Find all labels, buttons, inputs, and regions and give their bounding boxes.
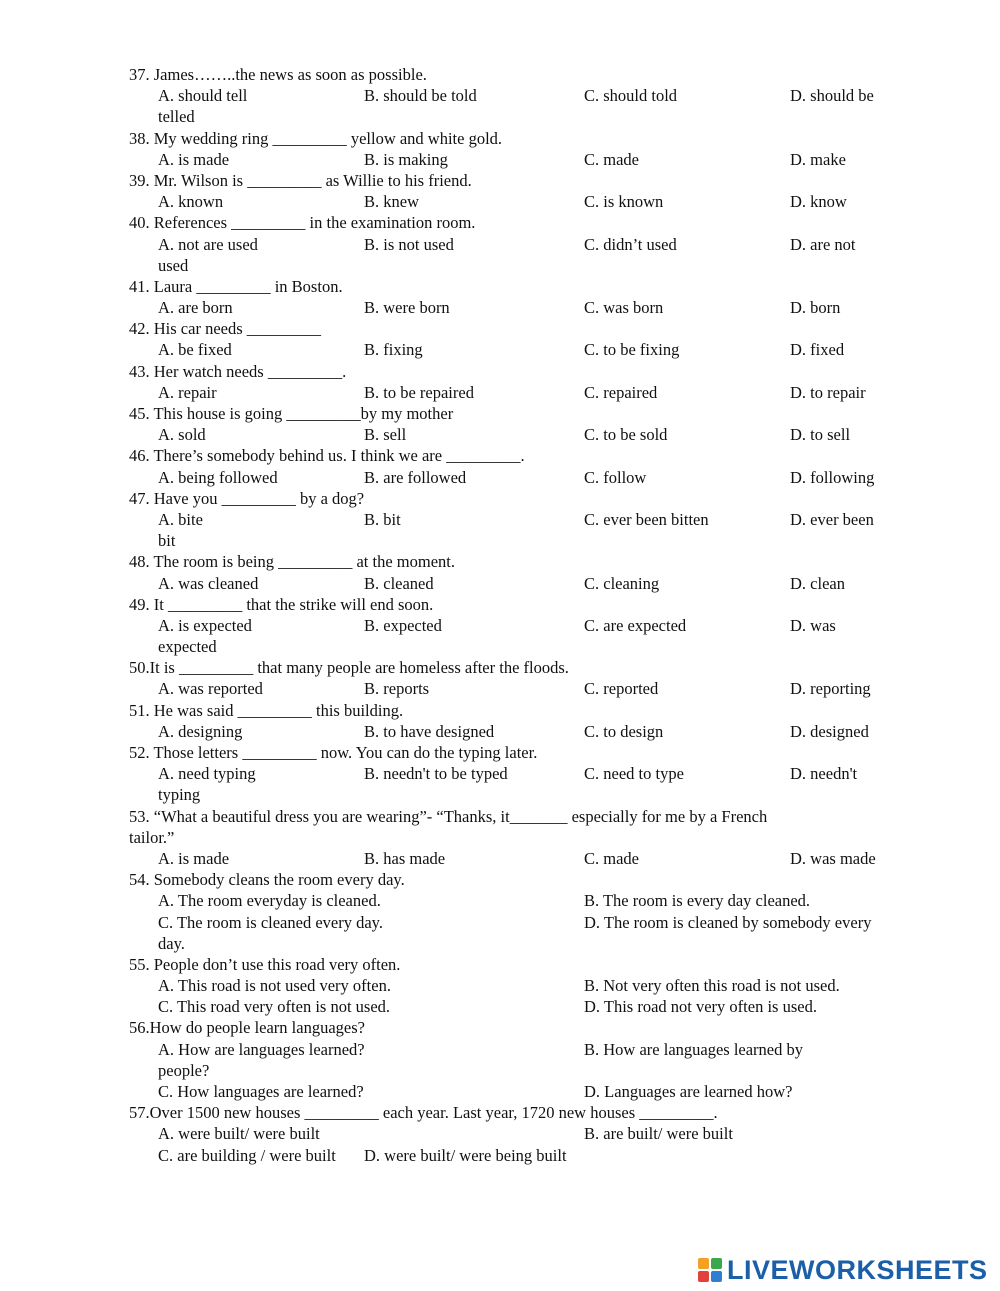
option-d: D. Languages are learned how? [584,1082,793,1101]
option-b: B. expected [364,615,442,635]
option-d: D. to sell [790,425,851,445]
option-b: B. are followed [364,467,467,487]
options-45 [0,424,1000,445]
option-c: C. was born [584,298,664,318]
liveworksheets-logo[interactable] [698,1254,988,1286]
option-a: A. designing [158,721,243,741]
option-a: A. need typing [158,764,256,784]
option-wrap-text: telled [158,107,195,127]
option-wrap [0,530,1000,551]
option-wrap-text: typing [158,785,201,805]
question-39 [0,170,1000,191]
question-text: 48. The room is being _________ at the moment. [129,552,455,572]
question-text: 46. There’s somebody behind us. I think we are _________. [129,446,525,466]
option-wrap-text: day. [158,933,185,953]
question-45 [0,403,1000,424]
options-56-cd [0,1081,1000,1102]
option-c: C. This road very often is not used. [158,997,391,1017]
options-55-ab [0,975,1000,996]
option-d: D. was [790,615,836,635]
question-text: 50.It is _________ that many people are homeless after the floods. [129,658,569,678]
option-c: C. How languages are learned? [158,1082,364,1101]
option-d: D. The room is cleaned by somebody every [584,912,872,932]
question-text: 47. Have you _________ by a dog? [129,488,365,508]
option-b: B. are built/ were built [584,1124,733,1144]
question-37 [0,64,1000,85]
option-d: D. know [790,192,847,212]
question-text: 42. His car needs _________ [129,319,322,339]
option-c: C. should told [584,86,678,106]
logo-tiles-icon [698,1258,722,1282]
option-d: D. needn't [790,764,858,784]
option-a: A. was reported [158,679,263,699]
question-text: 49. It _________ that the strike will end soon. [129,594,434,614]
option-b: B. reports [364,679,430,699]
question-47 [0,488,1000,509]
option-a: A. is made [158,149,230,169]
option-b: B. cleaned [364,573,434,593]
option-b: B. to be repaired [364,382,474,402]
question-46 [0,445,1000,466]
option-b: B. is not used [364,234,454,254]
option-c: C. to design [584,721,664,741]
option-wrap [0,1060,1000,1081]
question-43 [0,361,1000,382]
option-b: B. to have designed [364,721,495,741]
option-a: A. not are used [158,234,258,254]
option-c: C. made [584,149,639,169]
question-text: 57.Over 1500 new houses _________ each year. Last year, 1720 new houses _________. [129,1103,718,1123]
question-53-continued [0,827,1000,848]
option-c: C. didn’t used [584,234,677,254]
option-a: A. is made [158,848,230,868]
options-57-ab [0,1123,1000,1144]
options-51 [0,721,1000,742]
option-c: C. made [584,848,639,868]
option-b: B. bit [364,509,401,529]
option-b: B. fixing [364,340,423,360]
option-a: A. be fixed [158,340,232,360]
option-d: D. This road not very often is used. [584,997,817,1017]
option-a: A. How are languages learned? [158,1039,365,1059]
logo-tile [711,1271,722,1282]
options-55-cd [0,996,1000,1017]
option-wrap [0,784,1000,805]
option-c: C. to be sold [584,425,668,445]
option-d: D. are not [790,234,856,254]
option-d: D. designed [790,721,869,741]
option-wrap-text: bit [158,531,176,551]
option-b: B. How are languages learned by [584,1039,804,1059]
question-text-wrap: tailor.” [129,827,175,847]
option-wrap [0,636,1000,657]
option-wrap-text: people? [158,1060,210,1080]
question-54 [0,869,1000,890]
option-a: A. repair [158,382,217,402]
question-55 [0,954,1000,975]
option-c: C. to be fixing [584,340,680,360]
options-56-ab [0,1039,1000,1060]
option-b: B. knew [364,192,419,212]
options-40 [0,234,1000,255]
logo-tile [698,1258,709,1269]
option-c: C. need to type [584,764,684,784]
option-b: B. The room is every day cleaned. [584,891,811,911]
option-c: C. ever been bitten [584,509,709,529]
logo-tile [698,1271,709,1282]
option-b: B. should be told [364,86,477,106]
options-46 [0,467,1000,488]
option-c: C. reported [584,679,659,699]
options-49 [0,615,1000,636]
options-53 [0,848,1000,869]
options-48 [0,573,1000,594]
option-d: D. to repair [790,382,866,402]
question-text: 37. James……..the news as soon as possible. [129,65,427,84]
option-d: D. was made [790,848,876,868]
option-a: A. were built/ were built [158,1124,320,1144]
question-text: 51. He was said _________ this building. [129,700,404,720]
question-text: 45. This house is going _________by my mother [129,404,454,423]
options-50 [0,678,1000,699]
option-a: A. being followed [158,467,278,487]
logo-text: LIVEWORKSHEETS [727,1254,988,1285]
question-text: 38. My wedding ring _________ yellow and white gold. [129,128,503,148]
option-a: A. known [158,192,224,212]
logo-tile [711,1258,722,1269]
option-b: B. Not very often this road is not used. [584,976,840,996]
option-a: A. was cleaned [158,573,259,593]
option-b: B. is making [364,149,448,169]
question-49 [0,594,1000,615]
option-a: A. This road is not used very often. [158,976,391,996]
option-c: C. follow [584,467,647,487]
option-wrap-text: used [158,255,189,275]
option-a: A. bite [158,509,203,529]
option-c: C. are building / were built [158,1145,336,1165]
question-text: 55. People don’t use this road very often. [129,954,401,974]
option-a: A. sold [158,425,206,445]
options-43 [0,382,1000,403]
options-42 [0,339,1000,360]
options-38 [0,149,1000,170]
options-37 [0,85,1000,106]
options-52 [0,763,1000,784]
option-d: D. fixed [790,340,845,360]
option-wrap-text: expected [158,637,217,657]
option-d: D. following [790,467,875,487]
option-c: C. The room is cleaned every day. [158,912,383,932]
option-d: D. make [790,149,846,169]
option-c: C. are expected [584,615,687,635]
option-d: D. reporting [790,679,871,699]
option-wrap [0,255,1000,276]
question-57 [0,1102,1000,1123]
option-c: C. is known [584,192,664,212]
options-39 [0,191,1000,212]
question-56 [0,1017,1000,1038]
option-a: A. The room everyday is cleaned. [158,891,381,911]
options-41 [0,297,1000,318]
question-text: 41. Laura _________ in Boston. [129,276,343,296]
question-text: 40. References _________ in the examination room. [129,213,476,233]
question-41 [0,276,1000,297]
option-d: D. were built/ were being built [364,1145,567,1165]
option-a: A. are born [158,298,233,318]
option-a: A. should tell [158,86,248,106]
option-c: C. cleaning [584,573,660,593]
options-54-ab [0,890,1000,911]
question-text: 53. “What a beautiful dress you are wearing”- “Thanks, it_______ especially for me by a French [129,806,768,826]
option-d: D. ever been [790,509,874,529]
option-b: B. sell [364,425,407,445]
option-wrap [0,106,1000,127]
options-54-cd [0,912,1000,933]
options-57-cd [0,1145,1000,1166]
option-d: D. should be [790,86,874,106]
question-text: 54. Somebody cleans the room every day. [129,870,405,890]
option-a: A. is expected [158,615,252,635]
question-42 [0,318,1000,339]
question-48 [0,551,1000,572]
option-b: B. were born [364,298,450,318]
question-text: 43. Her watch needs _________. [129,361,347,381]
question-38 [0,128,1000,149]
question-53 [0,806,1000,827]
question-text: 52. Those letters _________ now. You can do the typing later. [129,743,538,762]
question-text: 39. Mr. Wilson is _________ as Willie to his friend. [129,170,472,190]
question-52 [0,742,1000,763]
options-47 [0,509,1000,530]
question-51 [0,700,1000,721]
question-text: 56.How do people learn languages? [129,1018,365,1038]
question-40 [0,212,1000,233]
option-d: D. born [790,298,841,318]
worksheet [0,64,1000,1166]
option-c: C. repaired [584,382,658,402]
option-wrap [0,933,1000,954]
option-d: D. clean [790,573,845,593]
option-b: B. has made [364,848,446,868]
option-b: B. needn't to be typed [364,764,508,784]
question-50 [0,657,1000,678]
